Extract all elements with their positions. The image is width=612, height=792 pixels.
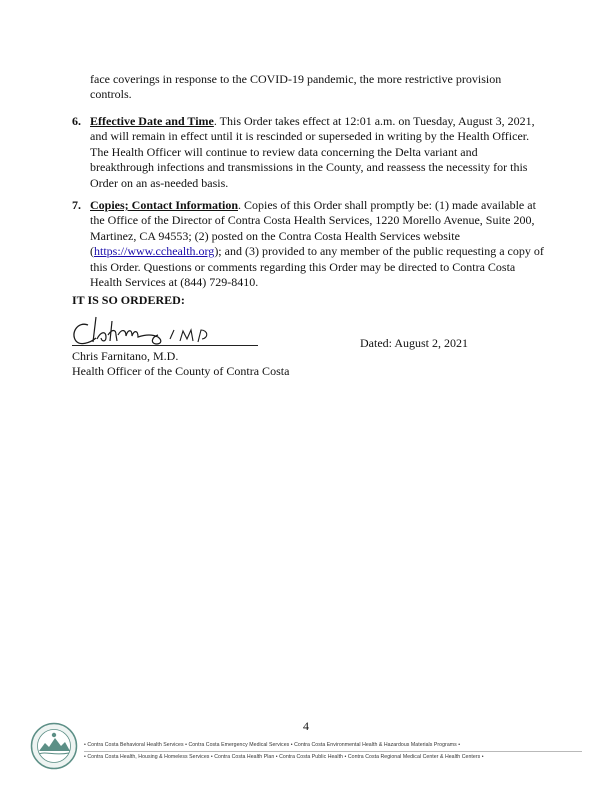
cchealth-website-link[interactable]: https://www.cchealth.org	[94, 244, 215, 259]
signer-name: Chris Farnitano, M.D.	[72, 349, 179, 363]
dated-line: Dated: August 2, 2021	[360, 336, 468, 350]
section-6-paragraph	[90, 114, 542, 191]
footer-programs-row-1: • Contra Costa Behavioral Health Services • Contra Costa Emergency Medical Services • Contra Costa Environmental Health & Hazardous Materials Programs •	[84, 742, 461, 748]
section-7-heading: Copies; Contact Information	[90, 198, 238, 212]
signature-line	[72, 345, 258, 346]
signer-block	[72, 349, 289, 379]
section-7-number: 7.	[72, 198, 81, 212]
section-7-body-part2: ); and (3) provided to any member of the public requesting a copy of this Order. Questions or comments regarding this Order may be directed to Contra Costa Health Services at (844) 729-8410.	[90, 244, 544, 290]
section-6-number: 6.	[72, 114, 81, 128]
signer-title: Health Officer of the County of Contra Costa	[72, 364, 290, 378]
section-7-body-part1: . Copies of this Order shall promptly be: (1) made available at the Office of the Director of Contra Costa Health Services, 1220 Morello Avenue, Suite 200, Martinez, CA 94553; (2) posted on the Contra Costa Health Services website (	[90, 198, 536, 259]
it-is-so-ordered: IT IS SO ORDERED:	[72, 293, 185, 307]
section-6-body: . This Order takes effect at 12:01 a.m. on Tuesday, August 3, 2021, and will remain in effect until it is rescinded or superseded in writing by the Health Officer. The Health Officer will continue to review data concerning the Delta variant and breakthrough infections and transmissions in the County, and reassess the necessity for this Order on an as-needed basis.	[90, 114, 535, 190]
section-6-heading: Effective Date and Time	[90, 114, 214, 128]
section-7-paragraph	[90, 198, 544, 290]
continuation-paragraph	[90, 72, 540, 103]
page-number: 4	[303, 719, 309, 733]
county-seal-icon	[30, 722, 78, 770]
continuation-text: face coverings in response to the COVID-19 pandemic, the more restrictive provision controls.	[90, 72, 502, 102]
footer-divider	[84, 751, 582, 752]
footer-programs-row-2: • Contra Costa Health, Housing & Homeless Services • Contra Costa Health Plan • Contra Costa Public Health • Contra Costa Regional Medical Center & Health Centers •	[84, 754, 484, 760]
